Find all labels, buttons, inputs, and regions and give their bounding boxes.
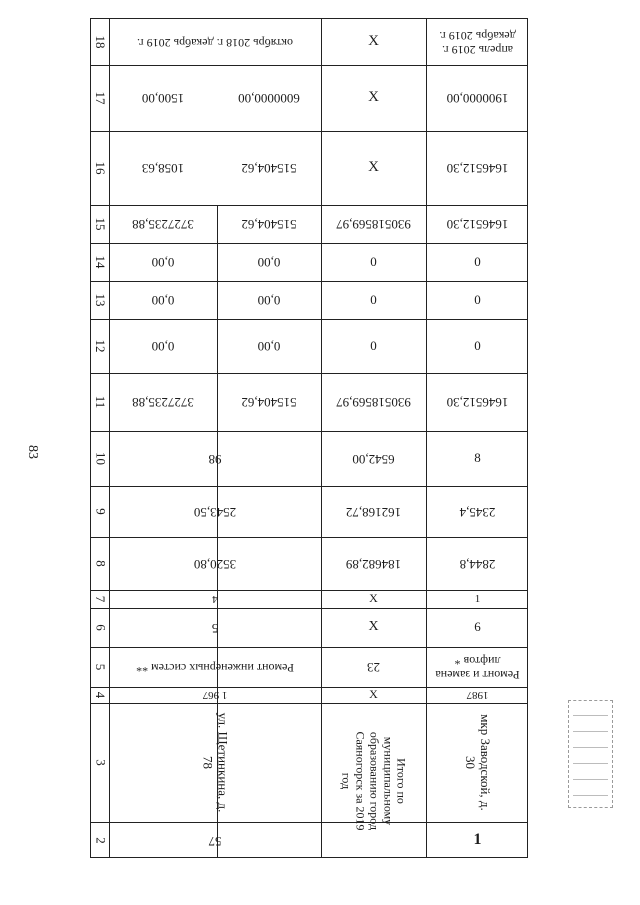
col-number-14: 14 xyxy=(93,255,109,269)
address-text: мкр Заводской, д. 30 xyxy=(463,714,494,811)
value-cell: 1987 xyxy=(466,689,489,702)
stamp-line xyxy=(573,747,608,748)
page-number: 83 xyxy=(25,445,40,459)
value-cell: 930518569,97 xyxy=(336,217,411,233)
x-cell: X xyxy=(368,619,379,635)
col-number-15: 15 xyxy=(93,217,109,231)
value-cell: 0 xyxy=(370,291,377,307)
col-number-8: 8 xyxy=(93,560,109,567)
value-cell: 6 xyxy=(474,619,481,635)
col-number-7: 7 xyxy=(93,595,109,603)
value-cell: 0,00 xyxy=(151,339,175,355)
value-cell: 4 xyxy=(212,593,218,606)
x-cell: X xyxy=(369,591,378,606)
period-cell: апрель 2019 г. декабрь 2019 г. xyxy=(439,29,516,57)
x-cell: X xyxy=(368,159,379,176)
value-cell: 3520,80 xyxy=(193,556,237,572)
value-cell: 2345,4 xyxy=(459,504,496,520)
x-cell: X xyxy=(369,687,378,702)
value-cell: 0 xyxy=(370,337,377,353)
work-type-cell: Ремонт и замена лифтов * xyxy=(435,654,520,682)
value-cell: 0,00 xyxy=(257,293,281,309)
value-cell: 0,00 xyxy=(151,293,175,309)
value-cell: 5 xyxy=(211,620,219,636)
value-cell: 515404,62 xyxy=(241,217,297,233)
value-cell: 1058,63 xyxy=(141,161,185,177)
value-cell: 0,00 xyxy=(151,255,175,271)
stamp-line xyxy=(573,779,608,780)
total-label-text: Итого по муниципальному образованию город Саяногорск за 2019 год xyxy=(339,731,409,831)
value-cell: 930518569,97 xyxy=(336,395,411,411)
col-number-9: 9 xyxy=(93,508,109,515)
row-number-cell: 1 xyxy=(473,831,482,849)
value-cell: 0 xyxy=(474,253,481,269)
address-cell xyxy=(418,711,537,814)
value-cell: 1646512,30 xyxy=(446,395,509,411)
col-number-17: 17 xyxy=(93,91,109,105)
col-number-16: 16 xyxy=(93,161,109,175)
value-cell: 0,00 xyxy=(257,255,281,271)
value-cell: 515404,62 xyxy=(241,395,297,411)
value-cell: 162168,72 xyxy=(345,504,402,520)
col-number-18: 18 xyxy=(93,35,109,49)
value-cell: 8 xyxy=(474,450,481,466)
value-cell: 6000000,00 xyxy=(238,91,300,107)
value-cell: 0,00 xyxy=(257,339,281,355)
value-cell: 1500,00 xyxy=(141,91,185,107)
col-number-5: 5 xyxy=(93,663,109,671)
col-number-3: 3 xyxy=(93,759,109,766)
value-cell: 515404,62 xyxy=(241,161,297,177)
value-cell: 0 xyxy=(474,291,481,307)
value-cell: 2543,50 xyxy=(193,504,237,520)
value-cell: 1646512,30 xyxy=(446,217,509,233)
budget-table xyxy=(90,18,528,858)
value-cell: 3727235,88 xyxy=(132,395,194,411)
value-cell: 184682,89 xyxy=(345,556,402,572)
row-number-cell: 57 xyxy=(208,833,222,849)
stamp-line xyxy=(573,795,608,796)
stamp-line xyxy=(573,715,608,716)
value-cell: 1 xyxy=(474,592,481,605)
col-number-13: 13 xyxy=(93,293,109,307)
value-cell: 0 xyxy=(370,253,377,269)
stamp-line xyxy=(573,763,608,764)
period-cell: октябрь 2018 г. декабрь 2019 г. xyxy=(137,35,293,50)
value-cell: 3727235,88 xyxy=(132,217,194,233)
x-cell: X xyxy=(368,89,379,106)
address-text: ул. Щетинкина, д. 78 xyxy=(201,712,231,813)
col-number-6: 6 xyxy=(93,624,109,631)
stamp-line xyxy=(573,731,608,732)
col-number-12: 12 xyxy=(93,339,109,353)
value-cell: 2844,8 xyxy=(459,556,496,572)
value-cell: 98 xyxy=(208,451,222,467)
stamp xyxy=(568,700,613,808)
value-cell: 0 xyxy=(474,337,481,353)
value-cell: 1646512,30 xyxy=(446,161,509,177)
value-cell: 23 xyxy=(367,660,380,676)
col-number-4: 4 xyxy=(93,691,109,699)
col-number-11: 11 xyxy=(93,395,109,409)
work-type-cell: Ремонт инженерных систем ** xyxy=(136,660,294,675)
x-cell: X xyxy=(368,33,379,50)
col-number-2: 2 xyxy=(93,837,109,844)
value-cell: 6542,00 xyxy=(352,451,395,467)
col-number-10: 10 xyxy=(93,452,109,465)
value-cell: 1 967 xyxy=(202,689,228,702)
value-cell: 1900000,00 xyxy=(446,91,509,107)
